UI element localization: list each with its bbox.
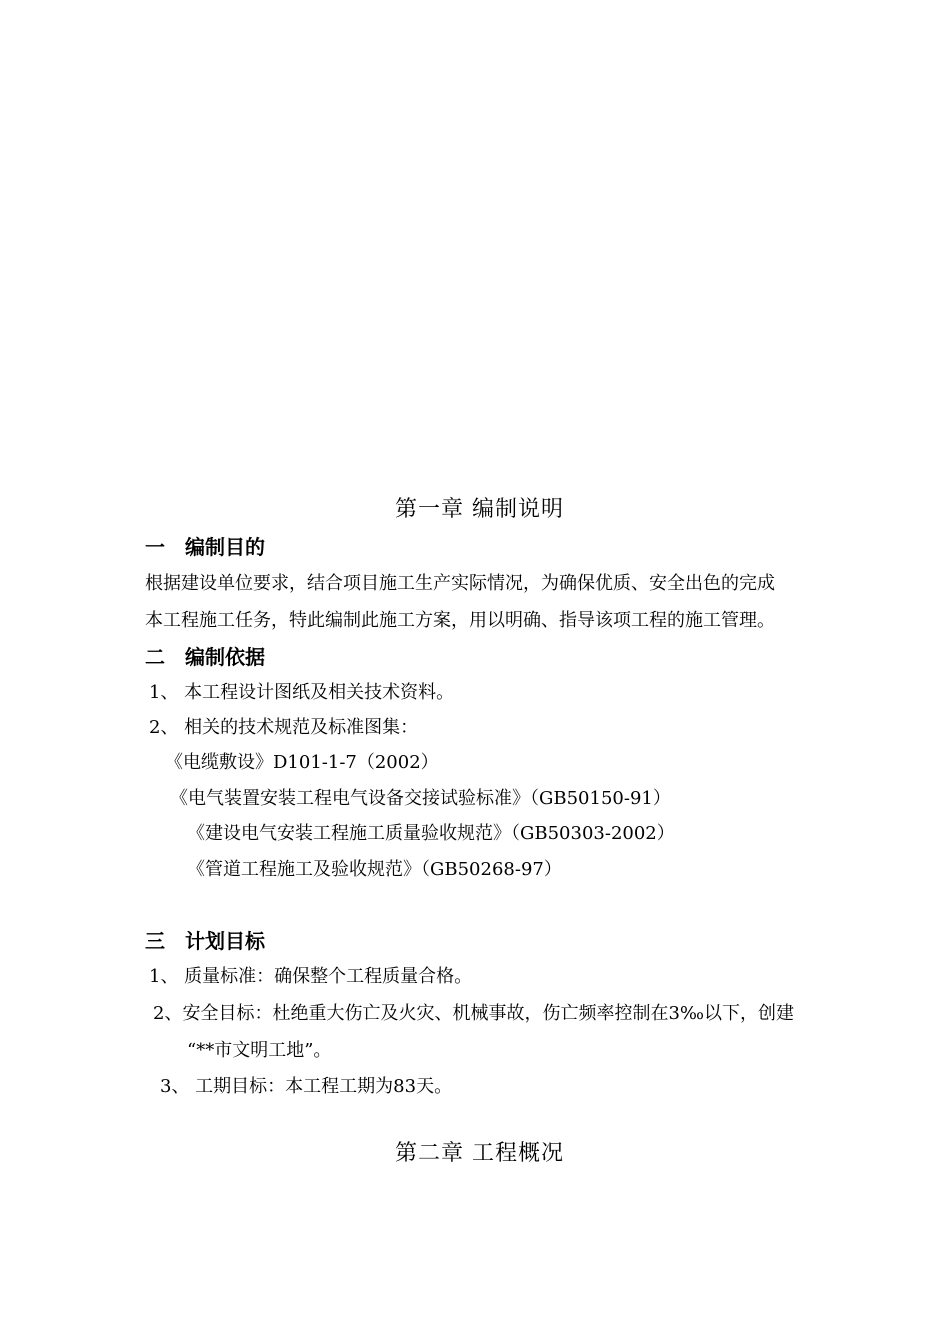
standard-item-1: 《电缆敷设》D101-1-7（2002）	[165, 752, 439, 773]
standard-item-2: 《电气装置安装工程电气设备交接试验标准》（GB50150-91）	[170, 788, 671, 809]
section-3-item-1: 1、 质量标准：确保整个工程质量合格。	[149, 966, 473, 987]
section-3-item-3: 3、 工期目标：本工程工期为83天。	[160, 1076, 453, 1097]
section-1-heading	[145, 535, 265, 559]
standard-item-3: 《建设电气安装工程施工质量验收规范》（GB50303-2002）	[187, 823, 675, 844]
section-3-heading	[145, 929, 265, 953]
section-1-title: 编制目的	[185, 535, 265, 559]
section-2-title: 编制依据	[185, 645, 265, 669]
section-1-paragraph-line-2: 本工程施工任务，特此编制此施工方案，用以明确、指导该项工程的施工管理。	[145, 610, 775, 631]
section-2-heading	[145, 645, 265, 669]
section-1-paragraph-line-1: 根据建设单位要求，结合项目施工生产实际情况，为确保优质、安全出色的完成	[145, 573, 775, 594]
section-3-item-2: 2、安全目标：杜绝重大伤亡及火灾、机械事故，伤亡频率控制在3‰以下，创建	[153, 1003, 795, 1024]
section-3-title: 计划目标	[185, 929, 265, 953]
chapter-1-title: 第一章 编制说明	[395, 497, 564, 522]
section-1-number: 一	[145, 535, 165, 559]
section-2-item-1: 1、 本工程设计图纸及相关技术资料。	[149, 682, 455, 703]
section-2-item-2: 2、 相关的技术规范及标准图集：	[149, 717, 419, 738]
section-2-number: 二	[145, 645, 165, 669]
section-3-item-2-continuation: “**市文明工地”。	[187, 1040, 332, 1061]
standard-item-4: 《管道工程施工及验收规范》（GB50268-97）	[187, 859, 562, 880]
section-3-number: 三	[145, 929, 165, 953]
chapter-2-title: 第二章 工程概况	[395, 1141, 564, 1166]
